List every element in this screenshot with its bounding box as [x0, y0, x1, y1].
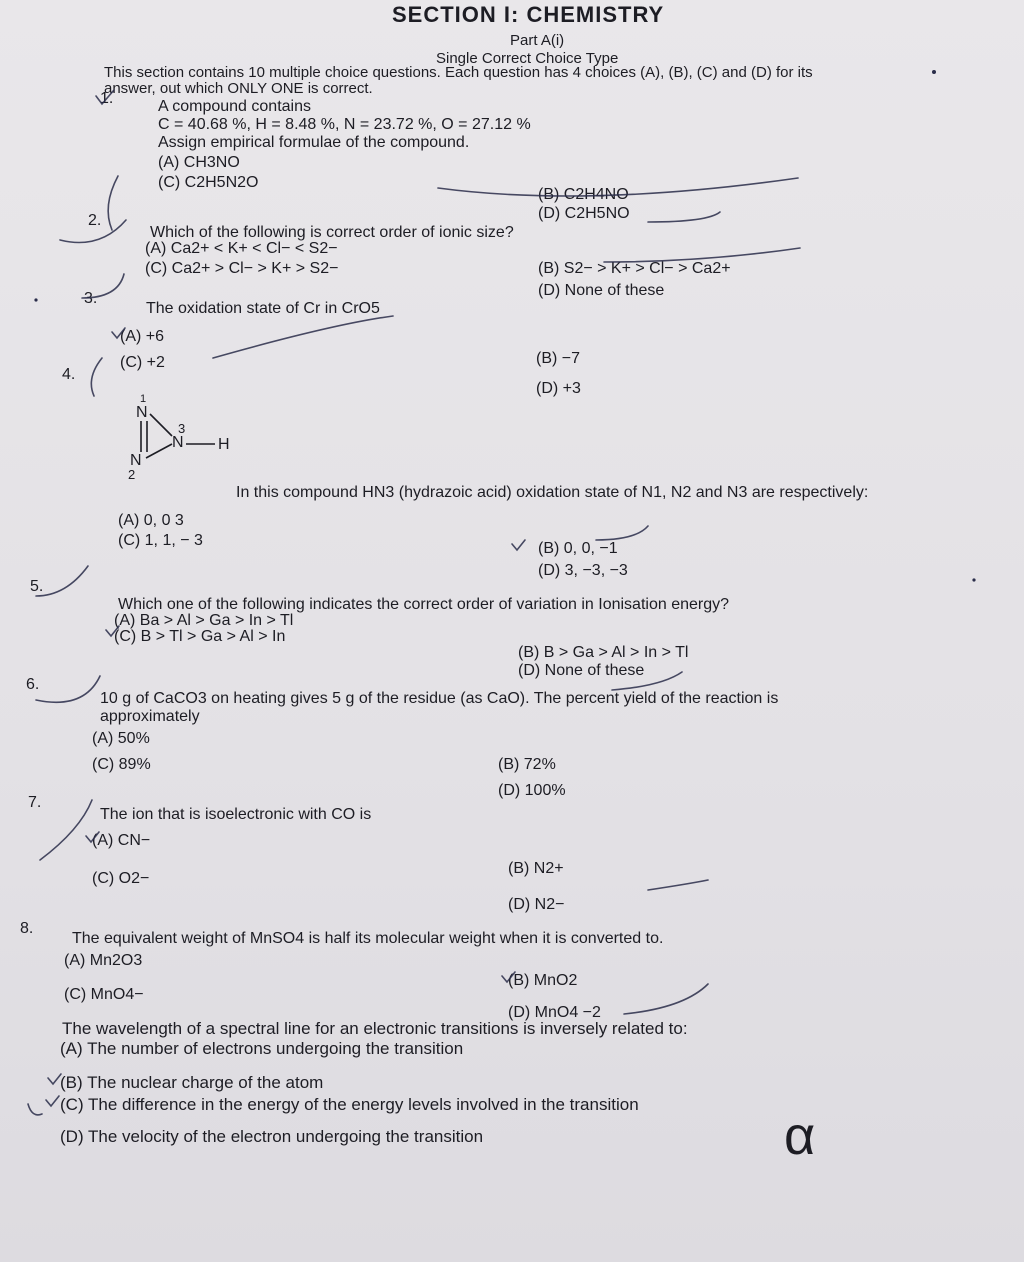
margin-mark: α [784, 1106, 816, 1166]
option-b: (B) N2+ [508, 860, 564, 877]
question-number: 2. [88, 212, 102, 229]
question-text: Which one of the following indicates the correct order of variation in Ionisation energy? [118, 596, 730, 613]
option-c: (C) 89% [92, 756, 151, 773]
option-d: (D) N2− [508, 896, 565, 913]
option-a: (A) The number of electrons undergoing the transition [60, 1039, 464, 1058]
option-a: (A) 50% [92, 730, 150, 747]
atom-number-1: 1 [140, 393, 147, 405]
option-c: (C) +2 [120, 354, 165, 371]
option-c: (C) MnO4− [64, 986, 144, 1003]
question-text: In this compound HN3 (hydrazoic acid) oxidation state of N1, N2 and N3 are respectively: [236, 484, 869, 501]
atom-n3: N [172, 434, 184, 451]
question-number: 5. [30, 578, 44, 595]
part-label: Part A(i) [510, 32, 565, 49]
question-text: The wavelength of a spectral line for an electronic transitions is inversely related to: [62, 1019, 688, 1038]
atom-number-3: 3 [178, 421, 186, 436]
option-d: (D) C2H5NO [538, 205, 630, 222]
atom-n2: N [130, 452, 142, 469]
question-text: The ion that is isoelectronic with CO is [100, 806, 372, 823]
option-b: (B) The nuclear charge of the atom [60, 1073, 324, 1092]
atom-number-2: 2 [128, 467, 136, 482]
section-title: SECTION I: CHEMISTRY [392, 2, 665, 27]
option-c: (C) The difference in the energy of the energy levels involved in the transition [60, 1095, 639, 1114]
option-c: (C) 1, 1, − 3 [118, 532, 203, 549]
question-text: C = 40.68 %, H = 8.48 %, N = 23.72 %, O = 27.12 % [158, 116, 531, 133]
option-d: (D) 3, −3, −3 [538, 562, 628, 579]
option-a: (A) CN− [92, 832, 151, 849]
option-c: (C) Ca2+ > Cl− > K+ > S2− [145, 260, 339, 277]
option-b: (B) −7 [536, 350, 581, 367]
option-d: (D) 100% [498, 782, 566, 799]
question-number: 3. [84, 290, 98, 307]
question-number: 1. [100, 90, 114, 107]
question-text: The equivalent weight of MnSO4 is half its molecular weight when it is converted to. [72, 930, 664, 947]
option-a: (A) Mn2O3 [64, 952, 143, 969]
question-text: The oxidation state of Cr in CrO5 [146, 300, 380, 317]
question-number: 6. [26, 676, 40, 693]
question-number: 8. [20, 920, 34, 937]
question-type: Single Correct Choice Type [436, 50, 619, 67]
option-a: (A) Ca2+ < K+ < Cl− < S2− [145, 240, 338, 257]
option-b: (B) 0, 0, −1 [538, 540, 618, 557]
question-number: 7. [28, 794, 42, 811]
structure-bonds [141, 414, 215, 458]
option-d: (D) The velocity of the electron undergoing the transition [60, 1127, 484, 1146]
option-a: (A) +6 [120, 328, 165, 345]
option-d: (D) None of these [538, 282, 665, 299]
option-d: (D) None of these [518, 662, 645, 679]
instructions-line-1: This section contains 10 multiple choice questions. Each question has 4 choices (A), (B), (C) and (D) for its [104, 64, 813, 81]
option-b: (B) MnO2 [508, 972, 578, 989]
option-b: (B) B > Ga > Al > In > Tl [518, 644, 689, 661]
option-d: (D) MnO4 −2 [508, 1004, 601, 1021]
instructions-line-2: answer, out which ONLY ONE is correct. [104, 80, 373, 97]
option-a: (A) 0, 0 3 [118, 512, 184, 529]
option-c: (C) O2− [92, 870, 150, 887]
option-b: (B) 72% [498, 756, 556, 773]
question-number: 4. [62, 366, 76, 383]
question-text: 10 g of CaCO3 on heating gives 5 g of the residue (as CaO). The percent yield of the reaction is [100, 690, 779, 707]
option-b: (B) S2− > K+ > Cl− > Ca2+ [538, 260, 731, 277]
question-text: approximately [100, 708, 200, 725]
atom-h: H [218, 436, 230, 453]
option-b: (B) C2H4NO [538, 186, 629, 203]
option-c: (C) B > Tl > Ga > Al > In [114, 628, 286, 645]
question-text: Assign empirical formulae of the compound. [158, 134, 470, 151]
question-text: Which of the following is correct order of ionic size? [150, 224, 514, 241]
atom-n1: N [136, 404, 148, 421]
option-a: (A) Ba > Al > Ga > In > Tl [114, 612, 294, 629]
option-c: (C) C2H5N2O [158, 174, 259, 191]
option-d: (D) +3 [536, 380, 581, 397]
option-a: (A) CH3NO [158, 154, 240, 171]
question-text: A compound contains [158, 98, 311, 115]
